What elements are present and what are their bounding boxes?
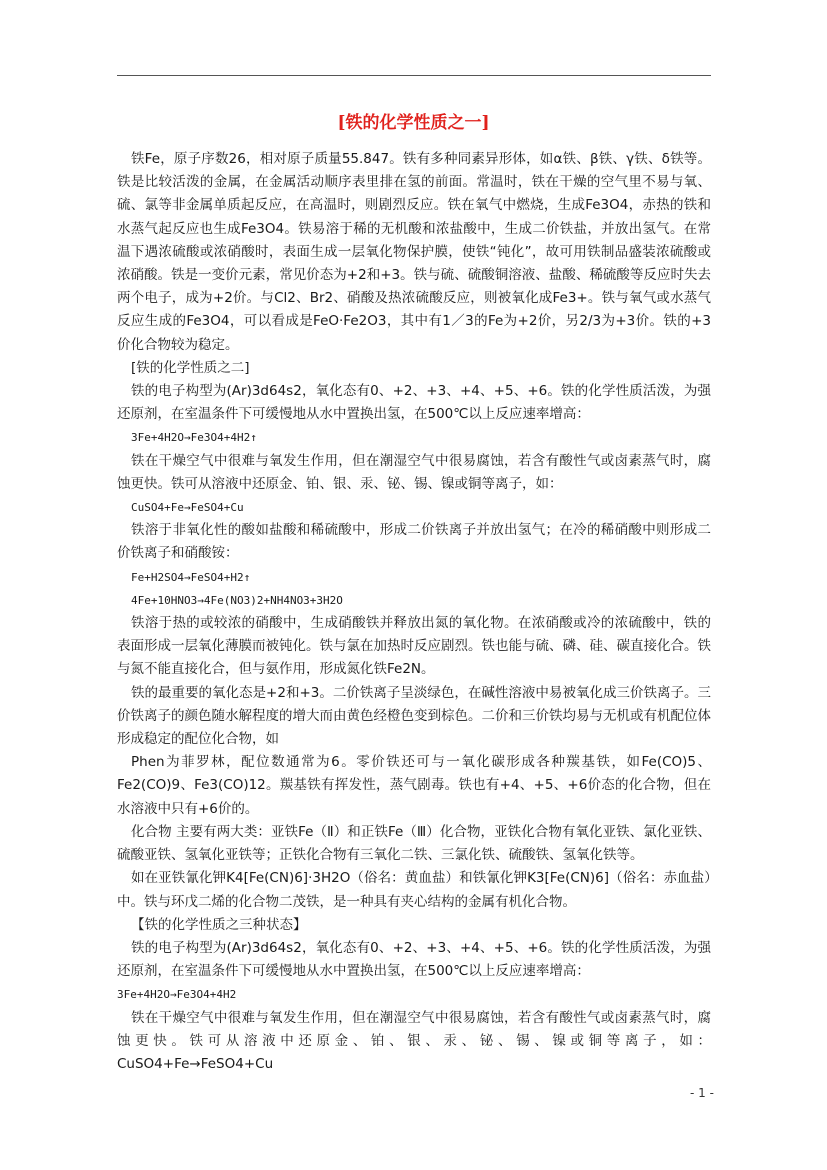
equation: CuSO4+Fe→FeSO4+Cu <box>131 501 244 515</box>
paragraph: 化合物 主要有两大类：亚铁Fe（Ⅱ）和正铁Fe（Ⅲ）化合物，亚铁化合物有氧化亚铁、氯化亚铁、硫酸亚铁、氢氧化亚铁等；正铁化合物有三氧化二铁、三氯化铁、硫酸铁、氢氧化铁等。 <box>117 823 711 864</box>
header-rule <box>117 75 711 76</box>
paragraph: 铁的电子构型为(Ar)3d64s2，氧化态有0、+2、+3、+4、+5、+6。铁的化学性质活泼，为强还原剂，在室温条件下可缓慢地从水中置换出氢，在500℃以上反应速率增高： <box>117 939 711 980</box>
equation: 3Fe+4H2O→Fe3O4+4H2 <box>117 988 237 1002</box>
paragraph: Phen为菲罗林，配位数通常为6。零价铁还可与一氧化碳形成各种羰基铁，如Fe(CO)5、Fe2(CO)9、Fe3(CO)12。羰基铁有挥发性，蒸气剧毒。铁也有+4、+5、+6价态的化合物，但在水溶液中只有+6价的。 <box>117 754 711 817</box>
document-body <box>117 148 711 1076</box>
page-number: - 1 - <box>690 1086 714 1100</box>
equation: 3Fe+4H2O→Fe3O4+4H2↑ <box>131 431 257 445</box>
paragraph: 铁的电子构型为(Ar)3d64s2，氧化态有0、+2、+3、+4、+5、+6。铁的化学性质活泼，为强还原剂，在室温条件下可缓慢地从水中置换出氢，在500℃以上反应速率增高： <box>117 383 711 423</box>
paragraph: 铁在干燥空气中很难与氧发生作用，但在潮湿空气中很易腐蚀，若含有酸性气或卤素蒸气时，腐蚀更快。铁可从溶液中还原金、铂、银、汞、铋、锡、镍或铜等离子，如：CuSO4+Fe→FeSO4+Cu <box>117 1009 711 1072</box>
paragraph: 铁溶于热的或较浓的硝酸中，生成硝酸铁并释放出氮的氧化物。在浓硝酸或冷的浓硫酸中，铁的表面形成一层氧化薄膜而被钝化。铁与氯在加热时反应剧烈。铁也能与硫、磷、硅、碳直接化合。铁与氮不能直接化合，但与氨作用，形成氮化铁Fe2N。 <box>117 615 711 678</box>
paragraph: 铁溶于非氧化性的酸如盐酸和稀硫酸中，形成二价铁离子并放出氢气；在冷的稀硝酸中则形成二价铁离子和硝酸铵： <box>117 522 711 562</box>
section-heading: 【铁的化学性质之三种状态】 <box>131 916 307 933</box>
section-heading: [铁的化学性质之二] <box>131 359 250 376</box>
paragraph: 如在亚铁氰化钾K4[Fe(CN)6]·3H2O（俗名：黄血盐）和铁氰化钾K3[Fe(CN)6]（俗名：赤血盐）中。铁与环戊二烯的化合物二茂铁，是一种具有夹心结构的金属有机化合物。 <box>117 870 711 910</box>
paragraph: 铁Fe，原子序数26，相对原子质量55.847。铁有多种同素异形体，如α铁、β铁、γ铁、δ铁等。铁是比较活泼的金属，在金属活动顺序表里排在氢的前面。常温时，铁在干燥的空气里不易与氧、硫、氯等非金属单质起反应，在高温时，则剧烈反应。铁在氧气中燃烧，生成Fe3O4，赤热的铁和水蒸气起反应也生成Fe3O4。铁易溶于稀的无机酸和浓盐酸中，生成二价铁盐，并放出氢气。在常温下遇浓硫酸或浓硝酸时，表面生成一层氧化物保护膜，使铁“钝化”，故可用铁制品盛装浓硫酸或浓硝酸。铁是一变价元素，常见价态为+2和+3。铁与硫、硫酸铜溶液、盐酸、稀硫酸等反应时失去两个电子，成为+2价。与Cl2、Br2、硝酸及热浓硫酸反应，则被氧化成Fe3+。铁与氧气或水蒸气反应生成的Fe3O4，可以看成是FeO·Fe2O3，其中有1／3的Fe为+2价，另2/3为+3价。铁的+3价化合物较为稳定。 <box>117 151 711 353</box>
equation: 4Fe+10HNO3→4Fe(NO3)2+NH4NO3+3H2O <box>131 593 343 607</box>
paragraph: 铁在干燥空气中很难与氧发生作用，但在潮湿空气中很易腐蚀，若含有酸性气或卤素蒸气时，腐蚀更快。铁可从溶液中还原金、铂、银、汞、铋、锡、镍或铜等离子，如： <box>117 452 711 492</box>
equation: Fe+H2SO4→FeSO4+H2↑ <box>131 570 251 584</box>
paragraph: 铁的最重要的氧化态是+2和+3。二价铁离子呈淡绿色，在碱性溶液中易被氧化成三价铁离子。三价铁离子的颜色随水解程度的增大而由黄色经橙色变到棕色。二价和三价铁均易与无机或有机配位体形成稳定的配位化合物，如 <box>117 684 711 748</box>
page-title: [铁的化学性质之一] <box>337 113 490 133</box>
